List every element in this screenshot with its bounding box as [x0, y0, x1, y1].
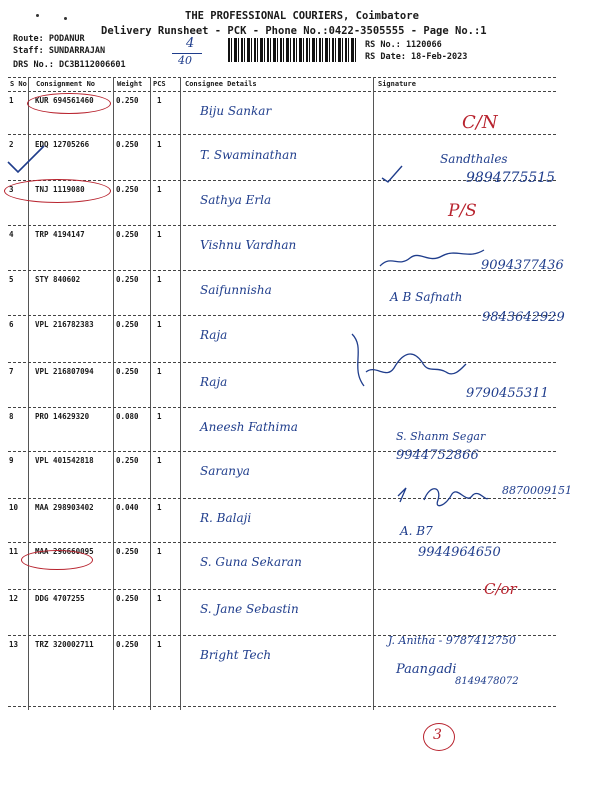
row-weight: 0.250 [116, 320, 139, 329]
col-divider [113, 77, 114, 710]
phone-row4: 9094377436 [481, 258, 564, 273]
row-consignee: Saranya [200, 464, 250, 478]
header-top-rule [8, 77, 556, 78]
signature-row8: S. Shanm Segar [396, 430, 486, 443]
checkmark-icon [380, 164, 404, 184]
row-sno: 8 [9, 412, 14, 421]
page-circle-number: 3 [433, 727, 442, 743]
row-consignee: Vishnu Vardhan [200, 238, 297, 252]
row-weight: 0.080 [116, 412, 139, 421]
row-pcs: 1 [157, 96, 162, 105]
phone-row8: 9944752866 [396, 448, 479, 463]
row-consignee: Raja [200, 375, 228, 389]
row-consignee: Bright Tech [200, 648, 272, 662]
scan-dot [36, 14, 39, 17]
row-weight: 0.250 [116, 230, 139, 239]
rs-number: RS No.: 1120066 [365, 40, 442, 50]
row-weight: 0.250 [116, 456, 139, 465]
row-consignment: TRP 4194147 [35, 230, 85, 239]
row-consignment: STY 840602 [35, 275, 81, 284]
row-weight: 0.250 [116, 547, 139, 556]
annotation-cor: C/or [484, 580, 517, 598]
row-divider [8, 225, 556, 226]
signature-row2: Sandthales [440, 152, 508, 166]
row-sno: 9 [9, 456, 14, 465]
row-sno: 5 [9, 275, 14, 284]
row-consignee: S. Jane Sebastin [200, 602, 299, 616]
header-bottom-rule [8, 91, 556, 92]
row-pcs: 1 [157, 640, 162, 649]
row-weight: 0.250 [116, 367, 139, 376]
row-consignment: EDQ 12705266 [35, 140, 90, 149]
col-pcs: PCS [153, 80, 166, 88]
runsheet-title: Delivery Runsheet - PCK - Phone No.:0422-3505555 - Page No.:1 [101, 25, 487, 37]
row-consignee: S. Guna Sekaran [200, 555, 302, 569]
row-pcs: 1 [157, 367, 162, 376]
col-consignment: Consignment No [36, 80, 96, 88]
phone-row13-second: 8149478072 [455, 676, 519, 687]
row-divider [8, 589, 556, 590]
row-sno: 11 [9, 547, 19, 556]
col-weight: Weight [117, 80, 143, 88]
annotation-cn: C/N [462, 112, 498, 133]
red-circle-mark [21, 550, 93, 570]
col-sno: S No [10, 80, 27, 88]
drs-label: DRS No.: DC3B112006601 [13, 60, 126, 70]
row-pcs: 1 [157, 320, 162, 329]
row-consignee: Biju Sankar [200, 104, 272, 118]
signature-row10: A. B7 [400, 524, 433, 538]
phone-row7: 9790455311 [466, 386, 549, 401]
row-pcs: 1 [157, 503, 162, 512]
route-label: Route: PODANUR [13, 34, 85, 44]
row-pcs: 1 [157, 230, 162, 239]
row-divider [8, 407, 556, 408]
col-consignee: Consignee Details [185, 80, 257, 88]
checkmark-icon [6, 142, 46, 176]
row-divider [8, 315, 556, 316]
col-divider [150, 77, 151, 710]
phone-row10: 9944964650 [418, 545, 501, 560]
row-sno: 7 [9, 367, 14, 376]
row-consignment: VPL 216807094 [35, 367, 94, 376]
row-consignment: MAA 298903402 [35, 503, 94, 512]
signature-row13-second: Paangadi [396, 662, 457, 677]
row-consignee: T. Swaminathan [200, 148, 298, 162]
row-consignee: Sathya Erla [200, 193, 272, 207]
row-consignment: MAA 296660095 [35, 547, 94, 556]
col-divider [180, 77, 181, 710]
col-signature: Signature [378, 80, 416, 88]
scan-dot [64, 17, 67, 20]
row-consignee: Aneesh Fathima [200, 420, 298, 434]
row-pcs: 1 [157, 140, 162, 149]
row-weight: 0.250 [116, 594, 139, 603]
row-sno: 6 [9, 320, 14, 329]
row-pcs: 1 [157, 275, 162, 284]
row-consignment: TNJ 1119080 [35, 185, 85, 194]
staff-label: Staff: SUNDARRAJAN [13, 46, 106, 56]
row-weight: 0.250 [116, 140, 139, 149]
signature-row5: A B Safnath [390, 290, 463, 304]
row-pcs: 1 [157, 547, 162, 556]
row-divider [8, 134, 556, 135]
row-weight: 0.250 [116, 96, 139, 105]
row-consignment: TRZ 320002711 [35, 640, 94, 649]
row-weight: 0.250 [116, 640, 139, 649]
signature-scribble [394, 480, 490, 516]
row-sno: 2 [9, 140, 14, 149]
row-consignment: VPL 401542818 [35, 456, 94, 465]
company-title: THE PROFESSIONAL COURIERS, Coimbatore [185, 10, 419, 22]
row-consignee: R. Balaji [200, 511, 252, 525]
row-weight: 0.250 [116, 275, 139, 284]
row-sno: 1 [9, 96, 14, 105]
hand-count-top: 4 [186, 36, 195, 51]
row-weight: 0.250 [116, 185, 139, 194]
row-sno: 13 [9, 640, 19, 649]
phone-row5: 9843642929 [482, 310, 565, 325]
hand-count-bottom: 40 [178, 54, 192, 67]
row-sno: 4 [9, 230, 14, 239]
rs-date: RS Date: 18-Feb-2023 [365, 52, 468, 62]
row-consignee: Raja [200, 328, 228, 342]
barcode [228, 38, 356, 62]
row-consignment: KUR 694561460 [35, 96, 94, 105]
phone-row9: 8870009151 [502, 484, 572, 497]
row-divider [8, 362, 556, 363]
row-consignee: Saifunnisha [200, 283, 272, 297]
signature-scribble [346, 328, 470, 398]
row-sno: 12 [9, 594, 19, 603]
row-consignment: DDG 4707255 [35, 594, 85, 603]
row-divider [8, 706, 556, 707]
row-pcs: 1 [157, 412, 162, 421]
red-circle-mark [4, 179, 111, 203]
row-weight: 0.040 [116, 503, 139, 512]
row-consignment: PRO 14629320 [35, 412, 90, 421]
signature-scribble [376, 244, 488, 272]
phone-row2: 9894775515 [466, 170, 556, 186]
row-sno: 10 [9, 503, 19, 512]
row-consignment: VPL 216782383 [35, 320, 94, 329]
row-pcs: 1 [157, 594, 162, 603]
row-pcs: 1 [157, 456, 162, 465]
row-pcs: 1 [157, 185, 162, 194]
signature-row13: J. Anitha - 9787412750 [388, 634, 516, 647]
annotation-ps: P/S [448, 201, 477, 221]
red-circle-mark [27, 93, 111, 114]
row-sno: 3 [9, 185, 14, 194]
row-divider [8, 542, 556, 543]
